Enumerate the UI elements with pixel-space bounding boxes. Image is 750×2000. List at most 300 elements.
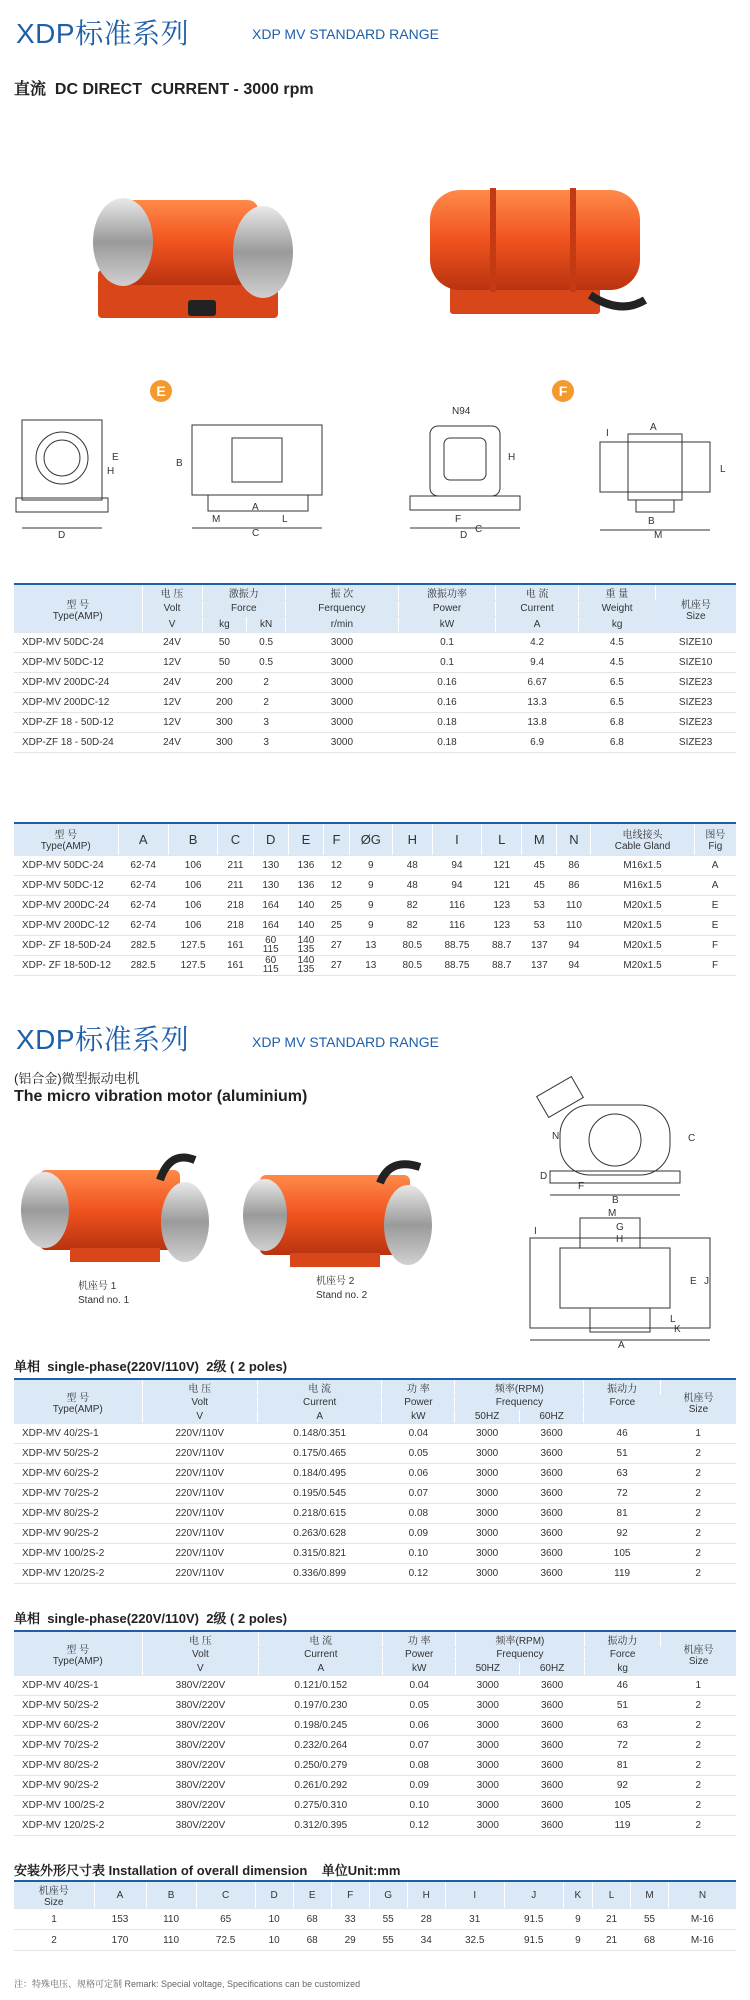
table-cell: 0.06: [382, 1464, 455, 1484]
table-cell: 3600: [519, 1524, 583, 1544]
table-cell: 2: [247, 693, 286, 713]
th-size-en: Size: [686, 610, 706, 622]
table-cell: 220V/110V: [142, 1564, 257, 1584]
table-cell: 13.3: [496, 693, 579, 713]
th-force-unit: kg: [584, 1662, 660, 1676]
th-fig-en: Fig: [708, 841, 723, 853]
table-cell: 12V: [142, 653, 202, 673]
th-dim-l: L: [593, 1881, 631, 1909]
table-cell: 2: [661, 1716, 736, 1736]
drawing-fig-e: [12, 410, 342, 540]
stand2-en: Stand no. 2: [316, 1290, 368, 1301]
table-cell: M20x1.5: [591, 955, 694, 975]
table-cell: 137: [522, 955, 557, 975]
th-size: [14, 1881, 94, 1909]
th-cur-cn: 电 流: [257, 1379, 381, 1396]
th-dim-d: D: [253, 823, 288, 855]
table-cell: XDP-MV 100/2S-2: [14, 1796, 142, 1816]
table-cell: XDP-MV 40/2S-1: [14, 1676, 142, 1696]
table-cell: 0.09: [382, 1524, 455, 1544]
table-cell: XDP-MV 90/2S-2: [14, 1524, 142, 1544]
table-cell: 220V/110V: [142, 1444, 257, 1464]
th-type: [14, 584, 142, 633]
table-cell: 127.5: [168, 955, 217, 975]
th-cur-unit: A: [496, 617, 579, 633]
table-cell: M16x1.5: [591, 855, 694, 875]
table-cell: 2: [660, 1444, 736, 1464]
table-cell: 3000: [456, 1796, 520, 1816]
table-cell: 380V/220V: [142, 1676, 259, 1696]
table-single-phase-2: [14, 1630, 736, 1836]
table-cell: 21: [593, 1930, 631, 1951]
table-cell: 200: [202, 673, 247, 693]
table-cell: XDP-MV 50DC-12: [14, 653, 142, 673]
table-cell: 12V: [142, 693, 202, 713]
table-cell: 3000: [456, 1776, 520, 1796]
table-cell: 3600: [520, 1676, 584, 1696]
table-cell: 3600: [520, 1776, 584, 1796]
table-cell: 3600: [519, 1484, 583, 1504]
table-cell: 46: [584, 1424, 661, 1444]
drawing-micro-front: [520, 1075, 720, 1205]
table-cell: 3000: [285, 673, 398, 693]
table-cell: 3000: [455, 1464, 519, 1484]
table-cell: 2: [661, 1696, 736, 1716]
table-cell: 3000: [455, 1444, 519, 1464]
table-cell: 10: [255, 1909, 293, 1930]
table-cell: 0.12: [383, 1816, 456, 1836]
table-cell: 140 135: [288, 955, 323, 975]
th-freq-50: 50HZ: [455, 1410, 519, 1424]
table-cell: 3600: [520, 1816, 584, 1836]
table-cell: 32.5: [445, 1930, 504, 1951]
th-freq-cn: 频率(RPM): [455, 1379, 584, 1396]
table-cell: 380V/220V: [142, 1816, 259, 1836]
table-cell: XDP-MV 100/2S-2: [14, 1544, 142, 1564]
table-cell: 91.5: [504, 1930, 563, 1951]
th-size-en: Size: [688, 1655, 709, 1667]
section1-title-text: XDP标准系列: [16, 18, 190, 49]
table-row: [14, 1564, 736, 1584]
table-row: [14, 1816, 736, 1836]
table-cell: 282.5: [118, 935, 168, 955]
th-cur-en: Current: [259, 1648, 383, 1662]
th-type-cn: 型 号: [66, 1644, 90, 1656]
table-cell: 0.18: [398, 713, 495, 733]
table-cell: XDP-MV 200DC-12: [14, 915, 118, 935]
table-cell: 3600: [520, 1736, 584, 1756]
table-row: [14, 1909, 736, 1930]
table-cell: 2: [661, 1756, 736, 1776]
table-cell: 2: [247, 673, 286, 693]
svg-text:B: B: [648, 516, 655, 527]
table-cell: 0.218/0.615: [257, 1504, 381, 1524]
table-row: [14, 935, 736, 955]
table-cell: 6.67: [496, 673, 579, 693]
table-row: [14, 1504, 736, 1524]
table-cell: 127.5: [168, 935, 217, 955]
svg-text:H: H: [508, 452, 516, 463]
table-cell: 6.9: [496, 733, 579, 753]
table-cell: F: [694, 955, 736, 975]
table-cell: 3000: [455, 1544, 519, 1564]
table-cell: 0.312/0.395: [259, 1816, 383, 1836]
table-cell: 6.8: [579, 713, 656, 733]
table-cell: 48: [392, 855, 432, 875]
table-cell: 282.5: [118, 955, 168, 975]
table-cell: 0.16: [398, 673, 495, 693]
svg-text:E: E: [112, 452, 119, 463]
svg-text:C: C: [688, 1133, 696, 1144]
table-cell: 0.1: [398, 653, 495, 673]
table-cell: 29: [331, 1930, 369, 1951]
th-freq-50: 50HZ: [456, 1662, 520, 1676]
table-cell: SIZE23: [655, 673, 736, 693]
table-cell: 51: [584, 1696, 660, 1716]
table-cell: 31: [445, 1909, 504, 1930]
table-cell: 2: [660, 1464, 736, 1484]
table-cell: XDP-MV 80/2S-2: [14, 1504, 142, 1524]
table-cell: 92: [584, 1776, 660, 1796]
motor-photo-1: [78, 160, 308, 330]
motor-photo-2: [420, 170, 650, 320]
table-cell: 50: [202, 653, 247, 673]
table-cell: 3600: [519, 1464, 583, 1484]
svg-text:M: M: [608, 1208, 617, 1219]
th-dim-b: B: [168, 823, 217, 855]
table-cell: M20x1.5: [591, 935, 694, 955]
table-cell: 88.75: [432, 955, 481, 975]
svg-text:L: L: [670, 1314, 676, 1325]
th-type: [14, 1379, 142, 1424]
table-cell: 4.5: [579, 633, 656, 653]
th-dim-m: M: [631, 1881, 669, 1909]
table-cell: 380V/220V: [142, 1696, 259, 1716]
th-type: [14, 1631, 142, 1676]
table-row: [14, 1696, 736, 1716]
th-pow-cn: 功 率: [383, 1631, 456, 1648]
fig-f-label: F: [558, 383, 568, 399]
table-cell: 0.5: [247, 653, 286, 673]
table-cell: 130: [253, 855, 288, 875]
th-dim-n: N: [669, 1881, 736, 1909]
table-cell: 121: [482, 875, 522, 895]
th-freq-60: 60HZ: [519, 1410, 583, 1424]
table-cell: XDP-MV 200DC-24: [14, 895, 118, 915]
table-row: [14, 1676, 736, 1696]
th-dim-f: F: [331, 1881, 369, 1909]
section2-title-text: XDP标准系列: [16, 1024, 190, 1055]
table-cell: 28: [407, 1909, 445, 1930]
table-cell: E: [694, 895, 736, 915]
table-cell: 94: [432, 855, 481, 875]
table-cell: 123: [482, 915, 522, 935]
table-cell: 218: [218, 895, 253, 915]
table-cell: XDP-MV 90/2S-2: [14, 1776, 142, 1796]
table-cell: 2: [661, 1776, 736, 1796]
table-cell: 218: [218, 915, 253, 935]
table-cell: 300: [202, 713, 247, 733]
table-row: [14, 1524, 736, 1544]
table-cell: 65: [196, 1909, 255, 1930]
th-force-unit-kg: kg: [202, 617, 247, 633]
drawing-fig-f: [400, 420, 740, 540]
table-cell: 380V/220V: [142, 1756, 259, 1776]
fig-f-n94: N94: [452, 406, 471, 417]
table-cell: 88.75: [432, 935, 481, 955]
th-power-unit: kW: [398, 617, 495, 633]
table-cell: 62-74: [118, 915, 168, 935]
table-cell: 80.5: [392, 935, 432, 955]
table-cell: XDP-MV 70/2S-2: [14, 1484, 142, 1504]
table-cell: 94: [432, 875, 481, 895]
table-cell: 24V: [142, 633, 202, 653]
table-cell: 140 135: [288, 935, 323, 955]
table-cell: 211: [218, 855, 253, 875]
table-cell: 0.04: [382, 1424, 455, 1444]
th-type-en: Type(AMP): [52, 1403, 103, 1415]
dc-dimensions-table: [14, 822, 736, 976]
th-force-cn: 激振力: [202, 584, 285, 601]
table-cell: 10: [255, 1930, 293, 1951]
table-cell: 3000: [285, 633, 398, 653]
th-dim-g: G: [369, 1881, 407, 1909]
table-cell: 137: [522, 935, 557, 955]
table-cell: 63: [584, 1464, 661, 1484]
th-pow-en: Power: [383, 1648, 456, 1662]
table-cell: 45: [522, 875, 557, 895]
table-row: [14, 1776, 736, 1796]
th-dim-a: A: [94, 1881, 146, 1909]
svg-text:H: H: [107, 466, 115, 477]
table-cell: 123: [482, 895, 522, 915]
table-cell: 0.07: [382, 1484, 455, 1504]
th-cur-en: Current: [257, 1396, 381, 1410]
table-cell: 116: [432, 895, 481, 915]
table-row: [14, 633, 736, 653]
single-phase-table-2: [14, 1630, 736, 1836]
table-row: [14, 733, 736, 753]
table-cell: 3600: [520, 1796, 584, 1816]
th-dim-f: F: [324, 823, 350, 855]
svg-text:F: F: [455, 514, 462, 525]
table-cell: 3000: [285, 653, 398, 673]
table-cell: 72: [584, 1484, 661, 1504]
table-cell: 0.08: [383, 1756, 456, 1776]
table-cell: 3600: [519, 1444, 583, 1464]
table-cell: 34: [407, 1930, 445, 1951]
th-dim-c: C: [196, 1881, 255, 1909]
table-cell: 13.8: [496, 713, 579, 733]
table-cell: 164: [253, 895, 288, 915]
th-force-cn: 振动力: [584, 1379, 661, 1396]
table-cell: XDP- ZF 18-50D-12: [14, 955, 118, 975]
table-cell: 2: [660, 1564, 736, 1584]
table-cell: 0.06: [383, 1716, 456, 1736]
table-cell: 9: [349, 875, 392, 895]
svg-text:A: A: [618, 1340, 625, 1348]
svg-text:E: E: [690, 1276, 697, 1287]
table-cell: 82: [392, 915, 432, 935]
stand1-en: Stand no. 1: [78, 1295, 130, 1306]
th-dim-h: H: [407, 1881, 445, 1909]
table-cell: XDP-ZF 18 - 50D-12: [14, 713, 142, 733]
section1-subtitle: XDP MV STANDARD RANGE: [252, 26, 439, 42]
table-cell: M20x1.5: [591, 895, 694, 915]
th-power-cn: 激振功率: [398, 584, 495, 601]
table-cell: 3600: [519, 1504, 583, 1524]
table-cell: 110: [146, 1909, 196, 1930]
table-dc-performance: [14, 583, 736, 753]
svg-text:I: I: [534, 1226, 537, 1237]
th-force-cn: 振动力: [584, 1631, 660, 1648]
table-cell: 68: [631, 1930, 669, 1951]
th-size-cn: 机座号: [680, 599, 711, 611]
table-cell: 2: [661, 1736, 736, 1756]
table-row: [14, 1484, 736, 1504]
table-cell: 2: [660, 1504, 736, 1524]
table-cell: 0.198/0.245: [259, 1716, 383, 1736]
table-cell: 63: [584, 1716, 660, 1736]
table-cell: 106: [168, 915, 217, 935]
th-cable-gland-cn: 电线接头: [622, 830, 663, 842]
table-cell: 164: [253, 915, 288, 935]
table-cell: 3000: [285, 733, 398, 753]
table-cell: 220V/110V: [142, 1484, 257, 1504]
table-cell: 110: [557, 915, 591, 935]
th-type-en: Type(AMP): [40, 841, 91, 853]
svg-text:M: M: [654, 530, 663, 540]
table-cell: 220V/110V: [142, 1504, 257, 1524]
single-phase-rows-2: [14, 1676, 736, 1836]
table-cell: M16x1.5: [591, 875, 694, 895]
table-row: [14, 1796, 736, 1816]
dc-dimensions-rows: [14, 855, 736, 975]
table-cell: 2: [661, 1816, 736, 1836]
th-volt-cn: 电 压: [142, 1631, 259, 1648]
th-cur-unit: A: [259, 1662, 383, 1676]
th-dim-m: M: [522, 823, 557, 855]
single-phase-table-1: [14, 1378, 736, 1584]
table-cell: 3000: [455, 1424, 519, 1444]
th-size: [655, 584, 736, 633]
table-cell: 0.10: [382, 1544, 455, 1564]
table-cell: 0.261/0.292: [259, 1776, 383, 1796]
table-row: [14, 1716, 736, 1736]
table-cell: M-16: [669, 1909, 736, 1930]
dc-performance-rows: [14, 633, 736, 753]
installation-table: [14, 1880, 736, 1951]
th-dim-d: D: [255, 1881, 293, 1909]
table-cell: 3000: [456, 1696, 520, 1716]
svg-text:K: K: [674, 1324, 681, 1335]
table-cell: 21: [593, 1909, 631, 1930]
table-cell: 140: [288, 895, 323, 915]
table-cell: 13: [349, 935, 392, 955]
table-cell: 3000: [455, 1524, 519, 1544]
th-dim-l: L: [482, 823, 522, 855]
th-freq-en: Frequency: [456, 1648, 585, 1662]
table-cell: 161: [218, 955, 253, 975]
section2-subtitle: XDP MV STANDARD RANGE: [252, 1034, 439, 1050]
table-cell: 0.09: [383, 1776, 456, 1796]
svg-text:M: M: [212, 514, 221, 525]
table-cell: 94: [557, 955, 591, 975]
table-cell: SIZE23: [655, 733, 736, 753]
table-cell: XDP-MV 70/2S-2: [14, 1736, 142, 1756]
table-cell: 55: [369, 1909, 407, 1930]
table-cell: 300: [202, 733, 247, 753]
svg-text:G: G: [616, 1222, 624, 1233]
table-cell: 45: [522, 855, 557, 875]
table-cell: 110: [146, 1930, 196, 1951]
table-cell: 2: [661, 1796, 736, 1816]
table-row: [14, 1464, 736, 1484]
table-cell: F: [694, 935, 736, 955]
th-size: [660, 1379, 736, 1424]
th-cur-cn: 电 流: [259, 1631, 383, 1648]
table-cell: 0.16: [398, 693, 495, 713]
th-force-unit: [584, 1410, 661, 1424]
table-dc-dimensions: [14, 822, 736, 976]
table-cell: 3600: [520, 1716, 584, 1736]
th-weight-cn: 重 量: [579, 584, 656, 601]
table-cell: 4.2: [496, 633, 579, 653]
th-fig-cn: 图号: [705, 830, 726, 842]
table-cell: 3600: [520, 1756, 584, 1776]
table-cell: 116: [432, 915, 481, 935]
table-row: [14, 673, 736, 693]
table-cell: 80.5: [392, 955, 432, 975]
table-row: [14, 1756, 736, 1776]
table-cell: 0.195/0.545: [257, 1484, 381, 1504]
section2-title: [16, 1018, 189, 1058]
table-cell: XDP-MV 120/2S-2: [14, 1564, 142, 1584]
th-cur-unit: A: [257, 1410, 381, 1424]
table-cell: 9: [349, 855, 392, 875]
table-cell: 0.336/0.899: [257, 1564, 381, 1584]
table-cell: 91.5: [504, 1909, 563, 1930]
table-cell: 72: [584, 1736, 660, 1756]
table-cell: 24V: [142, 733, 202, 753]
svg-text:D: D: [540, 1171, 548, 1182]
th-cur-en: Current: [496, 601, 579, 617]
table-cell: 68: [293, 1930, 331, 1951]
table-row: [14, 693, 736, 713]
table-cell: 1: [661, 1676, 736, 1696]
svg-text:C: C: [475, 524, 483, 535]
table-cell: 55: [369, 1930, 407, 1951]
table-cell: 0.232/0.264: [259, 1736, 383, 1756]
th-dim-b: B: [146, 1881, 196, 1909]
table-cell: 211: [218, 875, 253, 895]
stand1-label: [78, 1280, 129, 1308]
table-cell: XDP-ZF 18 - 50D-24: [14, 733, 142, 753]
table-cell: A: [694, 875, 736, 895]
table-cell: XDP-MV 50DC-24: [14, 855, 118, 875]
table3-caption: 单相 single-phase(220V/110V) 2级 ( 2 poles): [14, 1359, 288, 1374]
table-cell: 0.148/0.351: [257, 1424, 381, 1444]
table-cell: 121: [482, 855, 522, 875]
table-cell: 62-74: [118, 895, 168, 915]
table-cell: 3000: [456, 1736, 520, 1756]
table-cell: 0.315/0.821: [257, 1544, 381, 1564]
table-row: [14, 1930, 736, 1951]
svg-text:A: A: [252, 502, 259, 513]
table-cell: 3600: [519, 1564, 583, 1584]
table-cell: 9: [563, 1930, 592, 1951]
th-type-cn: 型 号: [66, 1392, 90, 1404]
